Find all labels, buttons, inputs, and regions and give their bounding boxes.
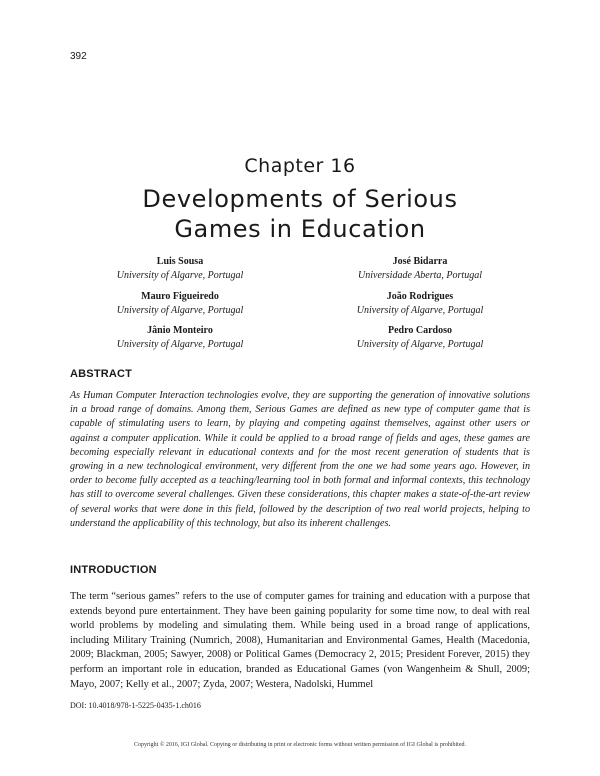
author-affiliation: University of Algarve, Portugal bbox=[116, 305, 244, 316]
author-block bbox=[60, 290, 300, 318]
chapter-title bbox=[0, 184, 600, 244]
author-name: José Bidarra bbox=[392, 256, 448, 267]
abstract-text: As Human Computer Interaction technologies evolve, they are supporting the generation of innovative solutions in a broad range of domains. Among them, Serious Games are defined as new type of computer game that is capable of stimulating users to learn, by playing and competing against themselves, against other users or against a computer application. While it could be applied to a broad range of fields and ages, these games are becoming especially relevant in educational contexts and for the most recent generation of students that is growing in a new technological environment, very different from the one we had some years ago. However, in order to become fully accepted as a teaching/learning tool in both formal and informal contexts, this technology has still to overcome several challenges. Given these considerations, this chapter makes a state-of-the-art review of several works that were done in this field, followed by the description of two real world projects, helping to understand the applicability of this technology, but also its inherent challenges. bbox=[70, 390, 530, 529]
page-number: 392 bbox=[70, 51, 87, 62]
author-affiliation: Universidade Aberta, Portugal bbox=[358, 270, 482, 281]
author-block bbox=[300, 255, 540, 283]
chapter-label: Chapter 16 bbox=[244, 155, 356, 177]
author-name: João Rodrigues bbox=[386, 291, 454, 302]
author-affiliation: University of Algarve, Portugal bbox=[116, 339, 244, 350]
author-block bbox=[60, 255, 300, 283]
author-name: Mauro Figueiredo bbox=[141, 291, 219, 302]
author-block bbox=[60, 324, 300, 352]
author-affiliation: University of Algarve, Portugal bbox=[356, 305, 484, 316]
copyright-notice: Copyright © 2016, IGI Global. Copying or distributing in print or electronic forms without written permission of IGI Global is prohibited. bbox=[133, 742, 466, 748]
author-affiliation: University of Algarve, Portugal bbox=[356, 339, 484, 350]
abstract-heading: ABSTRACT bbox=[70, 368, 133, 380]
introduction-heading: INTRODUCTION bbox=[70, 564, 157, 576]
author-name: Pedro Cardoso bbox=[388, 325, 452, 336]
author-name: Jânio Monteiro bbox=[147, 325, 213, 336]
author-affiliation: University of Algarve, Portugal bbox=[116, 270, 244, 281]
introduction-text: The term “serious games” refers to the use of computer games for training and education with a purpose that extends beyond pure entertainment. They have been gaining popularity for some time now, to deal with real world problems by modeling and simulating them. While being used in a broad range of applications, including Military Training (Numrich, 2008), Humanitarian and Environmental Games, Health (Macedonia, 2009; Blackman, 2005; Sawyer, 2008) or Political Games (Democracy 2, 2015; President Forever, 2015) they perform an important role in education, branded as Educational Games (von Wangenheim & Shull, 2009; Mayo, 2007; Kelly et al., 2007; Zyda, 2007; Westera, Nadolski, Hummel bbox=[70, 591, 530, 690]
doi: DOI: 10.4018/978-1-5225-0435-1.ch016 bbox=[70, 701, 201, 710]
author-name: Luis Sousa bbox=[156, 256, 204, 267]
author-block bbox=[300, 324, 540, 352]
title-line-2: Games in Education bbox=[174, 215, 426, 243]
title-line-1: Developments of Serious bbox=[142, 185, 458, 213]
author-block bbox=[300, 290, 540, 318]
